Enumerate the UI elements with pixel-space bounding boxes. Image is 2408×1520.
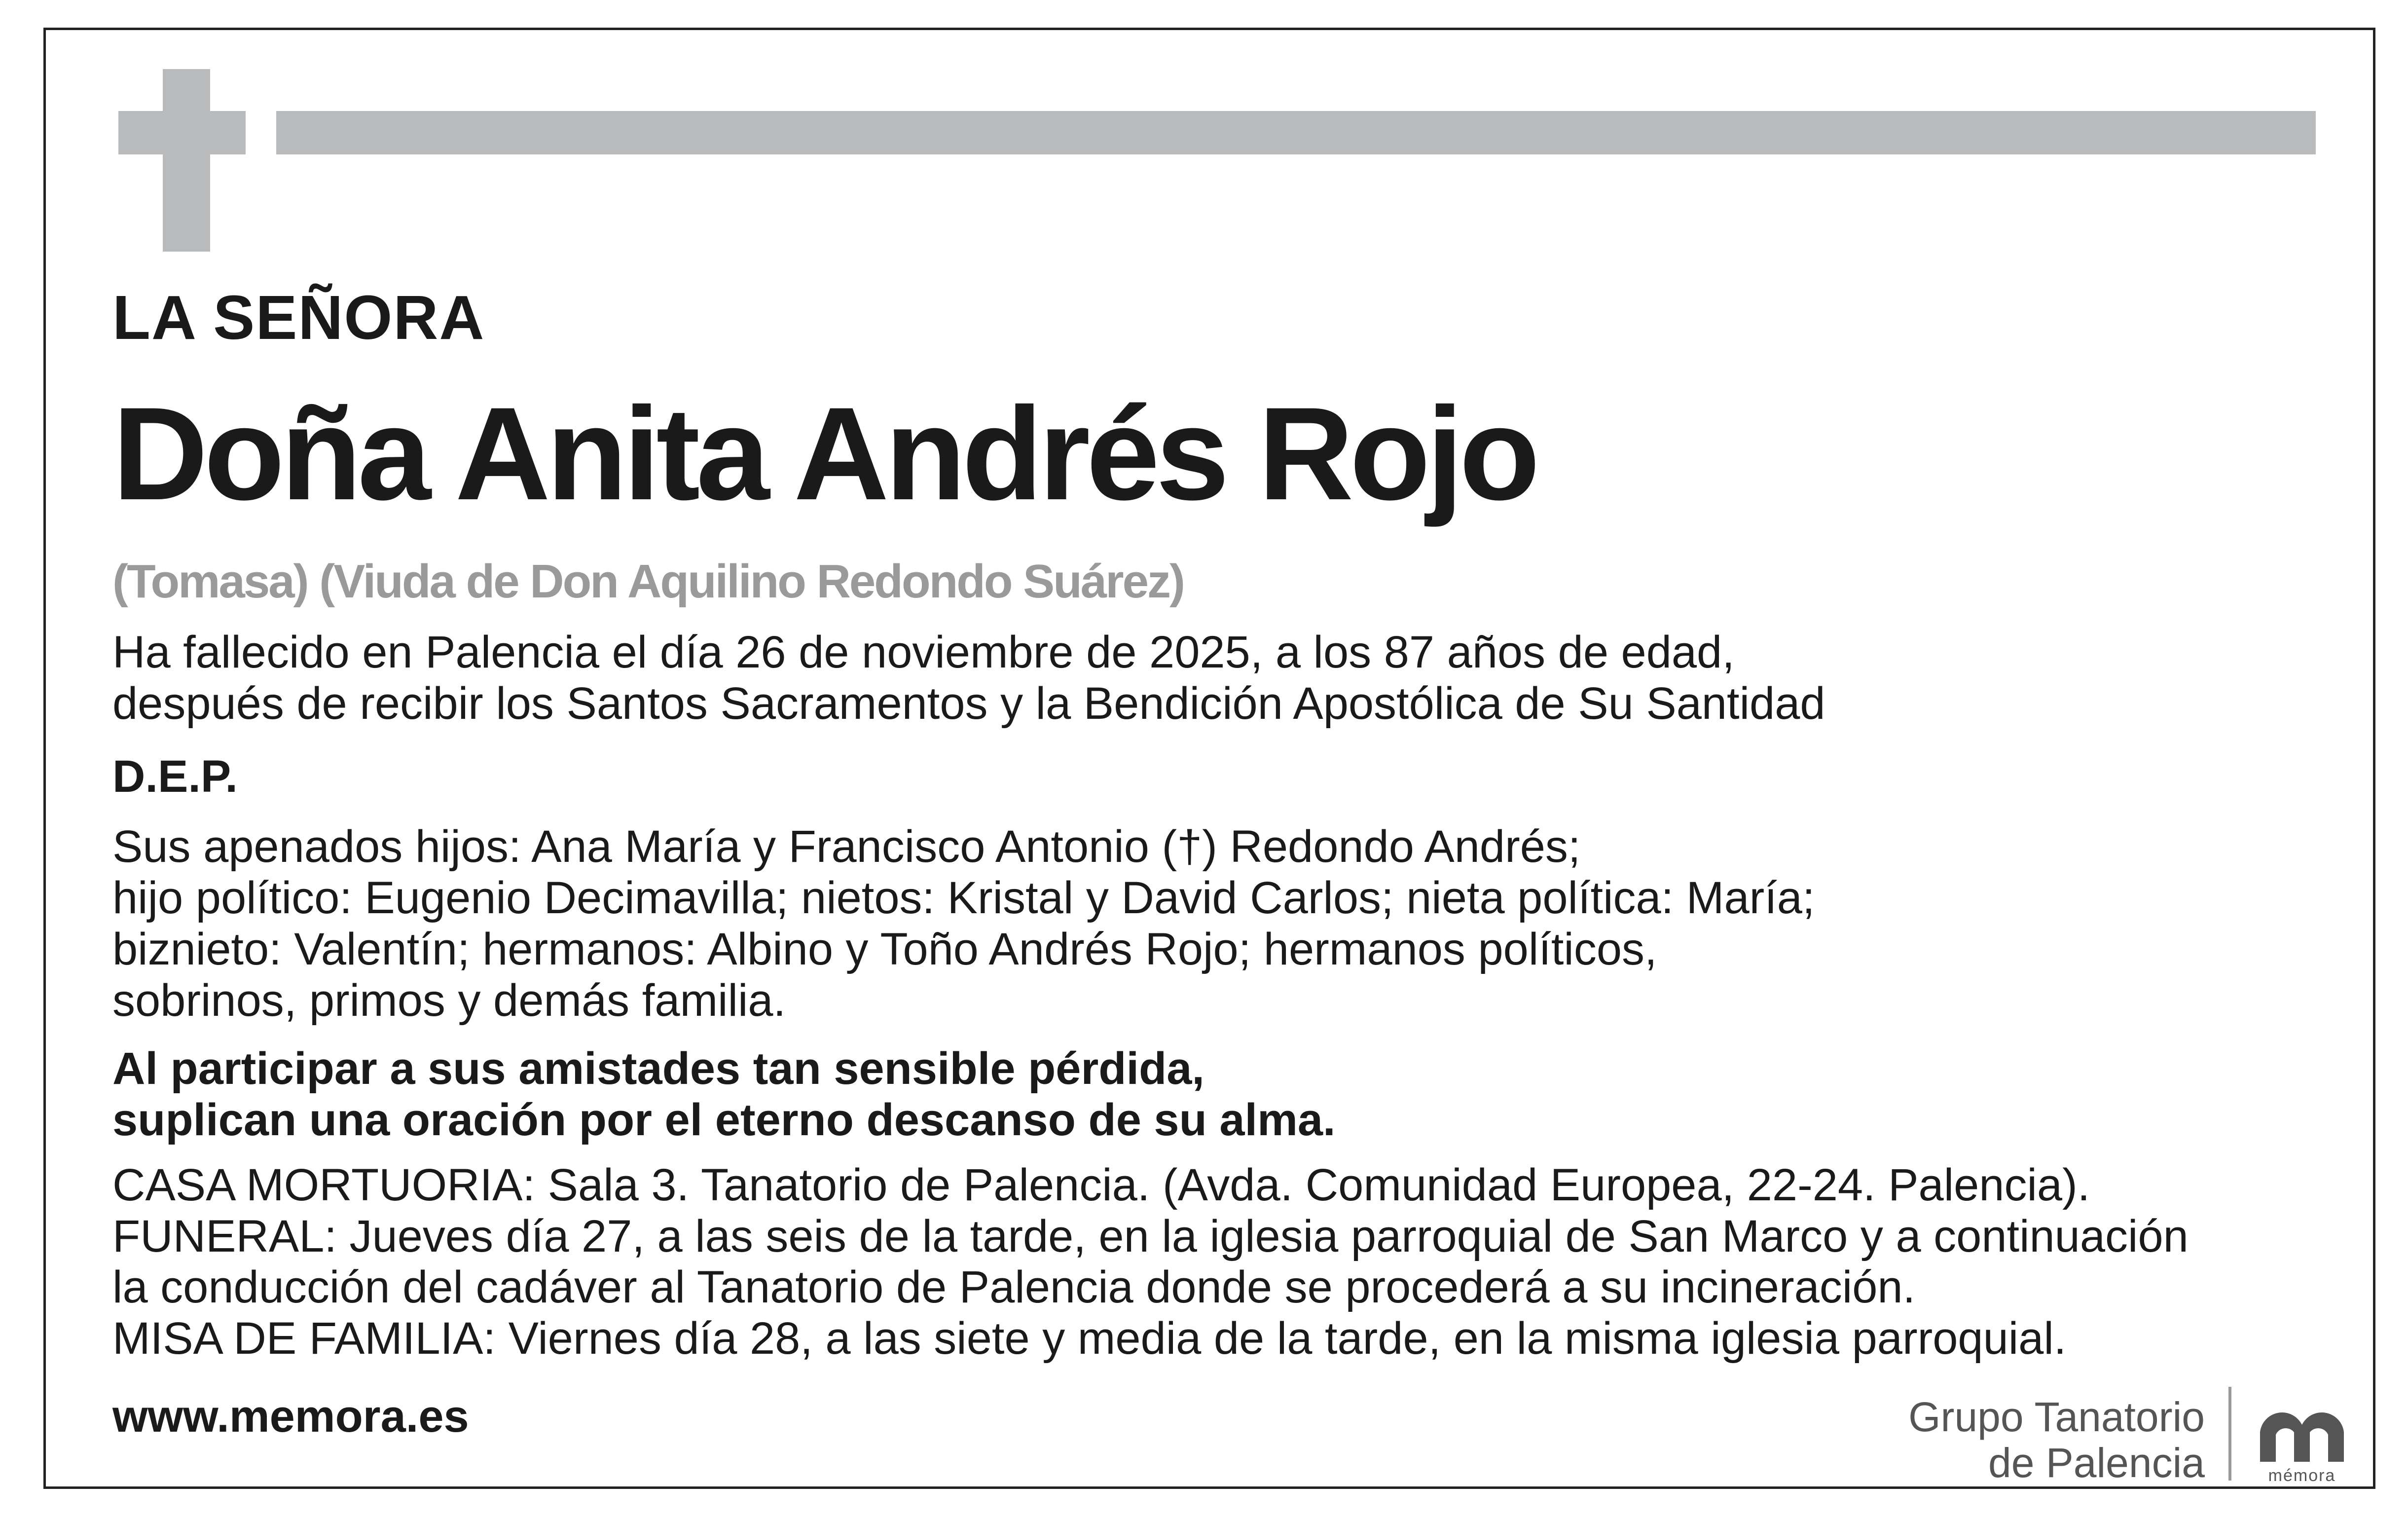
- service-line: MISA DE FAMILIA: Viernes día 28, a las siete y media de la tarde, en la misma iglesia parroquial.: [112, 1313, 2067, 1364]
- service-line: la conducción del cadáver al Tanatorio de Palencia donde se procederá a su incineración.: [112, 1262, 1916, 1313]
- death-line: Ha fallecido en Palencia el día 26 de noviembre de 2025, a los 87 años de edad,: [112, 627, 1735, 677]
- memora-logo: [2255, 1405, 2349, 1485]
- family-line: biznieto: Valentín; hermanos: Albino y Toño Andrés Rojo; hermanos políticos,: [112, 924, 1657, 974]
- cross-icon-horizontal: [118, 111, 246, 154]
- deceased-name: Doña Anita Andrés Rojo: [112, 379, 1536, 527]
- request-line: Al participar a sus amistades tan sensible pérdida,: [112, 1043, 1204, 1094]
- brand-line: de Palencia: [1988, 1439, 2205, 1486]
- brand-line: Grupo Tanatorio: [1908, 1394, 2205, 1441]
- dep-text: D.E.P.: [112, 751, 238, 802]
- family-line: Sus apenados hijos: Ana María y Francisco Antonio (†) Redondo Andrés;: [112, 821, 1581, 872]
- family-line: hijo político: Eugenio Decimavilla; nietos: Kristal y David Carlos; nieta política: María;: [112, 872, 1815, 923]
- obituary-content: [112, 274, 2233, 1443]
- cross-icon-vertical: [163, 69, 210, 252]
- request-line: suplican una oración por el eterno descanso de su alma.: [112, 1094, 1336, 1145]
- family-list: [112, 821, 2233, 1027]
- service-details: [112, 1160, 2233, 1365]
- header-divider-bar: [276, 111, 2316, 154]
- memora-m-logo-icon: [2255, 1405, 2349, 1464]
- death-announcement: [112, 627, 2233, 730]
- funeral-home-brand: [1908, 1387, 2349, 1485]
- brand-divider: [2228, 1387, 2231, 1481]
- title-prefix: LA SEÑORA: [112, 283, 485, 352]
- family-line: sobrinos, primos y demás familia.: [112, 975, 786, 1026]
- deceased-aliases: (Tomasa) (Viuda de Don Aquilino Redondo Suárez): [112, 555, 1184, 608]
- prayer-request: [112, 1043, 2233, 1146]
- logo-word: mémora: [2268, 1466, 2336, 1485]
- website-link[interactable]: www.memora.es: [112, 1391, 469, 1442]
- death-line: después de recibir los Santos Sacramentos y la Bendición Apostólica de Su Santidad: [112, 678, 1825, 729]
- service-line: FUNERAL: Jueves día 27, a las seis de la tarde, en la iglesia parroquial de San Marco y a continuación: [112, 1211, 2189, 1261]
- service-line: CASA MORTUORIA: Sala 3. Tanatorio de Palencia. (Avda. Comunidad Europea, 22-24. Palencia).: [112, 1159, 2090, 1210]
- brand-name: [1908, 1394, 2205, 1485]
